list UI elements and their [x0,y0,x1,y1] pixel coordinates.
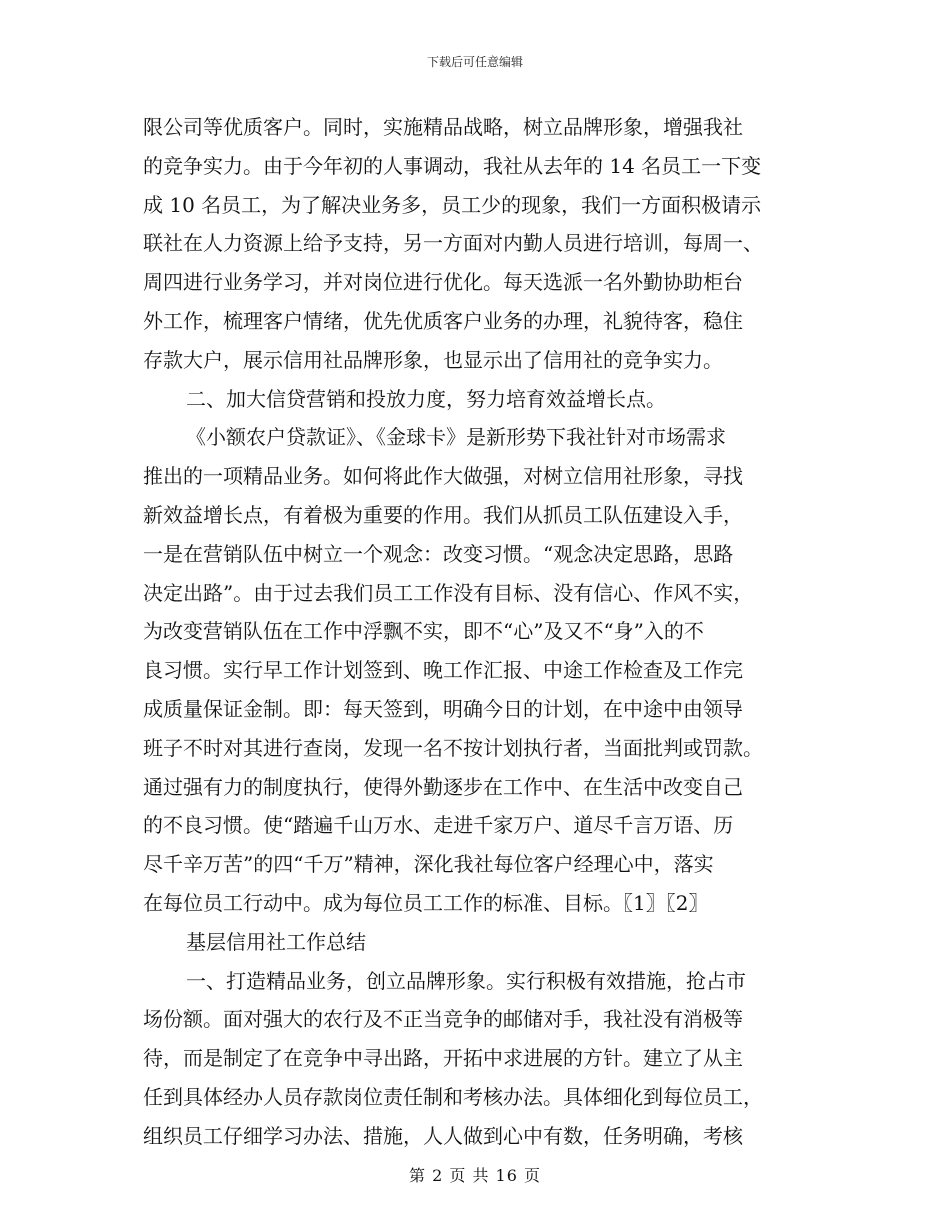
text-line: 场份额。面对强大的农行及不正当竞争的邮储对手，我社没有消极等 [143,1007,743,1032]
text-line: 尽千辛万苦”的四“千万”精神，深化我社每位客户经理心中，落实 [143,852,714,877]
text-line: 的不良习惯。使“踏遍千山万水、走进千家万户、道尽千言万语、历 [143,813,734,838]
text-line: 新效益增长点，有着极为重要的作用。我们从抓员工队伍建设入手， [143,502,743,527]
section-heading: 二、加大信贷营销和投放力度，努力培育效益增长点。 [186,386,666,411]
text-line: 推出的一项精品业务。如何将此作大做强，对树立信用社形象，寻找 [143,464,743,489]
section-heading: 一、打造精品业务，创立品牌形象。实行积极有效措施，抢占市 [186,968,746,993]
text-line: 班子不时对其进行查岗，发现一名不按计划执行者，当面批判或罚款。 [143,735,763,760]
document-title: 基层信用社工作总结 [186,929,366,954]
text-line: 周四进行业务学习，并对岗位进行优化。每天选派一名外勤协助柜台 [143,270,743,295]
text-line: 限公司等优质客户。同时，实施精品战略，树立品牌形象，增强我社 [143,115,743,139]
text-line: 的竞争实力。由于今年初的人事调动，我社从去年的 14 名员工一下变 [143,153,762,178]
text-line: 成 10 名员工，为了解决业务多，员工少的现象，我们一方面积极请示 [143,192,762,217]
text-line: 良习惯。实行早工作计划签到、晚工作汇报、中途工作检查及工作完 [143,658,743,683]
text-line: 联社在人力资源上给予支持，另一方面对内勤人员进行培训，每周一、 [143,231,763,256]
page-header: 下载后可任意编辑 [426,55,523,69]
text-line: 通过强有力的制度执行，使得外勤逐步在工作中、在生活中改变自己 [143,774,743,799]
text-line: 存款大户，展示信用社品牌形象，也显示出了信用社的竞争实力。 [143,347,723,372]
text-line: 《小额农户贷款证》、《金球卡》是新形势下我社针对市场需求 [186,425,726,450]
page-footer: 第 2 页 共 16 页 [409,1166,541,1185]
text-line: 一是在营销队伍中树立一个观念：改变习惯。“观念决定思路，思路 [143,541,734,566]
text-line: 待，而是制定了在竞争中寻出路，开拓中求进展的方针。建立了从主 [143,1046,743,1071]
text-line: 组织员工仔细学习办法、措施，人人做到心中有数，任务明确，考核 [143,1123,743,1148]
text-line: 在每位员工行动中。成为每位员工工作的标准、目标。〖1〗〖2〗 [143,890,709,915]
document-body [143,108,823,1156]
text-line: 为改变营销队伍在工作中浮飘不实，即不“心”及又不“身”入的不 [143,619,704,644]
text-line: 决定出路”。由于过去我们员工工作没有目标、没有信心、作风不实， [143,580,754,605]
text-line: 任到具体经办人员存款岗位责任制和考核办法。具体细化到每位员工， [143,1084,763,1109]
text-line: 外工作，梳理客户情绪，优先优质客户业务的办理，礼貌待客，稳住 [143,308,743,333]
text-line: 成质量保证金制。即：每天签到，明确今日的计划，在中途中由领导 [143,696,743,721]
